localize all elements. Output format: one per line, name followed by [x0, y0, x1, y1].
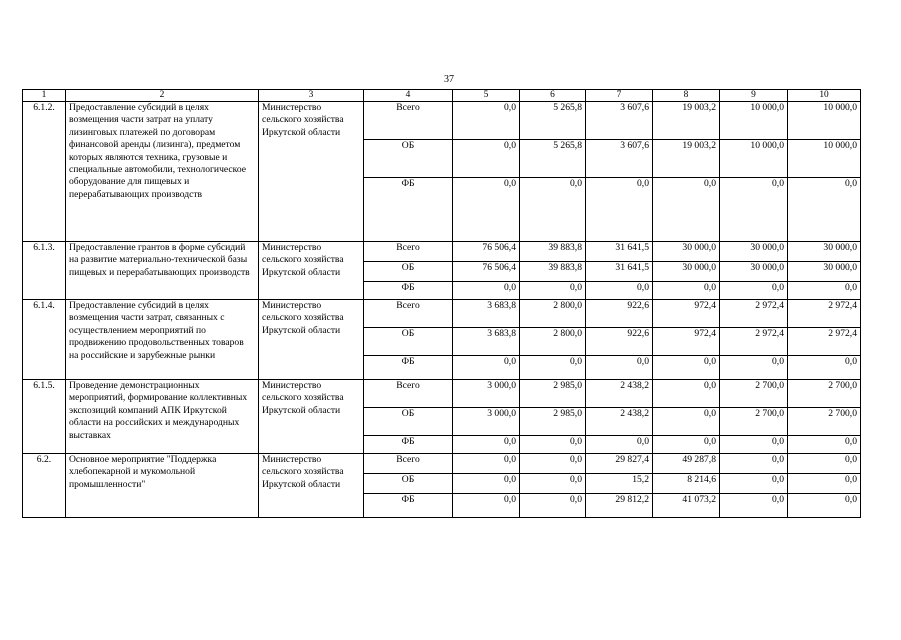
col-header: 1	[23, 90, 66, 102]
amount-cell: 2 700,0	[720, 380, 788, 408]
amount-cell: 0,0	[720, 178, 788, 242]
col-header: 4	[364, 90, 453, 102]
responsible-organization: Министерство сельского хозяйства Иркутской области	[259, 380, 364, 454]
amount-cell: 0,0	[453, 436, 520, 454]
funding-source: ОБ	[364, 408, 453, 436]
amount-cell: 922,6	[586, 328, 653, 356]
amount-cell: 0,0	[788, 178, 861, 242]
amount-cell: 10 000,0	[788, 102, 861, 140]
amount-cell: 30 000,0	[720, 242, 788, 262]
responsible-organization: Министерство сельского хозяйства Иркутской области	[259, 300, 364, 380]
amount-cell: 0,0	[720, 474, 788, 494]
funding-source: Всего	[364, 242, 453, 262]
amount-cell: 2 972,4	[720, 300, 788, 328]
amount-cell: 30 000,0	[653, 262, 720, 282]
amount-cell: 0,0	[720, 436, 788, 454]
col-header: 3	[259, 90, 364, 102]
amount-cell: 0,0	[520, 454, 586, 474]
amount-cell: 0,0	[453, 282, 520, 300]
amount-cell: 29 827,4	[586, 454, 653, 474]
amount-cell: 0,0	[453, 140, 520, 178]
amount-cell: 10 000,0	[720, 102, 788, 140]
amount-cell: 922,6	[586, 300, 653, 328]
amount-cell: 0,0	[520, 282, 586, 300]
amount-cell: 0,0	[453, 356, 520, 380]
amount-cell: 2 438,2	[586, 408, 653, 436]
responsible-organization: Министерство сельского хозяйства Иркутской области	[259, 102, 364, 242]
amount-cell: 3 000,0	[453, 380, 520, 408]
funding-source: ОБ	[364, 262, 453, 282]
col-header: 5	[453, 90, 520, 102]
amount-cell: 0,0	[520, 356, 586, 380]
amount-cell: 2 700,0	[788, 408, 861, 436]
amount-cell: 31 641,5	[586, 242, 653, 262]
amount-cell: 76 506,4	[453, 262, 520, 282]
amount-cell: 2 985,0	[520, 380, 586, 408]
table-body	[23, 90, 861, 518]
amount-cell: 2 700,0	[788, 380, 861, 408]
amount-cell: 0,0	[720, 494, 788, 518]
col-header: 6	[520, 90, 586, 102]
amount-cell: 5 265,8	[520, 140, 586, 178]
amount-cell: 972,4	[653, 300, 720, 328]
amount-cell: 3 607,6	[586, 140, 653, 178]
amount-cell: 0,0	[520, 436, 586, 454]
responsible-organization: Министерство сельского хозяйства Иркутской области	[259, 454, 364, 518]
responsible-organization: Министерство сельского хозяйства Иркутской области	[259, 242, 364, 300]
amount-cell: 0,0	[586, 282, 653, 300]
amount-cell: 39 883,8	[520, 242, 586, 262]
amount-cell: 39 883,8	[520, 262, 586, 282]
funding-source: Всего	[364, 454, 453, 474]
amount-cell: 0,0	[653, 380, 720, 408]
amount-cell: 2 972,4	[720, 328, 788, 356]
column-number-header	[23, 90, 861, 102]
amount-cell: 972,4	[653, 328, 720, 356]
amount-cell: 0,0	[788, 356, 861, 380]
amount-cell: 2 800,0	[520, 300, 586, 328]
item-code: 6.1.2.	[23, 102, 66, 242]
table-row	[23, 380, 861, 408]
item-name: Основное мероприятие "Поддержка хлебопекарной и мукомольной промышленности"	[66, 454, 259, 518]
amount-cell: 0,0	[720, 282, 788, 300]
amount-cell: 10 000,0	[720, 140, 788, 178]
table-row	[23, 102, 861, 140]
amount-cell: 0,0	[788, 494, 861, 518]
amount-cell: 0,0	[453, 474, 520, 494]
item-name: Предоставление субсидий в целях возмещения части затрат, связанных с осуществлением мероприятий по продвижению продовольственных товаров на российские и зарубежные рынки	[66, 300, 259, 380]
funding-source: ФБ	[364, 356, 453, 380]
budget-table	[22, 89, 861, 518]
amount-cell: 0,0	[653, 178, 720, 242]
amount-cell: 3 683,8	[453, 328, 520, 356]
funding-source: ФБ	[364, 282, 453, 300]
funding-source: ФБ	[364, 494, 453, 518]
table-row	[23, 300, 861, 328]
amount-cell: 0,0	[653, 282, 720, 300]
funding-source: ОБ	[364, 140, 453, 178]
item-code: 6.1.4.	[23, 300, 66, 380]
amount-cell: 0,0	[788, 436, 861, 454]
item-name: Предоставление субсидий в целях возмещения части затрат на уплату лизинговых платежей по договорам финансовой аренды (лизинга), предметом которых являются техника, грузовые и специальные автомобили, технологическое оборудование для пищевых и перерабатывающих производств	[66, 102, 259, 242]
funding-source: ОБ	[364, 474, 453, 494]
amount-cell: 0,0	[788, 474, 861, 494]
amount-cell: 2 700,0	[720, 408, 788, 436]
col-header: 8	[653, 90, 720, 102]
amount-cell: 19 003,2	[653, 140, 720, 178]
amount-cell: 3 607,6	[586, 102, 653, 140]
item-code: 6.1.5.	[23, 380, 66, 454]
table-row	[23, 242, 861, 262]
amount-cell: 30 000,0	[788, 242, 861, 262]
col-header: 7	[586, 90, 653, 102]
amount-cell: 0,0	[788, 282, 861, 300]
funding-source: ФБ	[364, 178, 453, 242]
amount-cell: 0,0	[520, 494, 586, 518]
amount-cell: 0,0	[653, 356, 720, 380]
table-row	[23, 454, 861, 474]
amount-cell: 2 438,2	[586, 380, 653, 408]
item-name: Проведение демонстрационных мероприятий, формирование коллективных экспозиций компаний АПК Иркутской области на российских и международных выставках	[66, 380, 259, 454]
amount-cell: 29 812,2	[586, 494, 653, 518]
funding-source: ОБ	[364, 328, 453, 356]
amount-cell: 30 000,0	[720, 262, 788, 282]
amount-cell: 2 800,0	[520, 328, 586, 356]
page-number: 37	[444, 74, 454, 85]
amount-cell: 30 000,0	[788, 262, 861, 282]
item-code: 6.1.3.	[23, 242, 66, 300]
amount-cell: 3 000,0	[453, 408, 520, 436]
amount-cell: 15,2	[586, 474, 653, 494]
amount-cell: 2 985,0	[520, 408, 586, 436]
amount-cell: 0,0	[520, 178, 586, 242]
funding-source: ФБ	[364, 436, 453, 454]
amount-cell: 0,0	[520, 474, 586, 494]
amount-cell: 41 073,2	[653, 494, 720, 518]
funding-source: Всего	[364, 102, 453, 140]
amount-cell: 49 287,8	[653, 454, 720, 474]
col-header: 9	[720, 90, 788, 102]
funding-source: Всего	[364, 380, 453, 408]
amount-cell: 8 214,6	[653, 474, 720, 494]
amount-cell: 0,0	[653, 436, 720, 454]
item-name: Предоставление грантов в форме субсидий на развитие материально-технической базы пищевых и перерабатывающих производств	[66, 242, 259, 300]
amount-cell: 0,0	[453, 178, 520, 242]
col-header: 10	[788, 90, 861, 102]
amount-cell: 0,0	[453, 454, 520, 474]
amount-cell: 31 641,5	[586, 262, 653, 282]
amount-cell: 0,0	[720, 454, 788, 474]
amount-cell: 76 506,4	[453, 242, 520, 262]
amount-cell: 5 265,8	[520, 102, 586, 140]
amount-cell: 0,0	[453, 494, 520, 518]
amount-cell: 0,0	[586, 356, 653, 380]
amount-cell: 0,0	[720, 356, 788, 380]
item-code: 6.2.	[23, 454, 66, 518]
amount-cell: 10 000,0	[788, 140, 861, 178]
amount-cell: 0,0	[586, 436, 653, 454]
funding-source: Всего	[364, 300, 453, 328]
amount-cell: 30 000,0	[653, 242, 720, 262]
amount-cell: 0,0	[453, 102, 520, 140]
amount-cell: 3 683,8	[453, 300, 520, 328]
amount-cell: 2 972,4	[788, 328, 861, 356]
amount-cell: 0,0	[788, 454, 861, 474]
amount-cell: 2 972,4	[788, 300, 861, 328]
amount-cell: 0,0	[653, 408, 720, 436]
col-header: 2	[66, 90, 259, 102]
amount-cell: 19 003,2	[653, 102, 720, 140]
amount-cell: 0,0	[586, 178, 653, 242]
